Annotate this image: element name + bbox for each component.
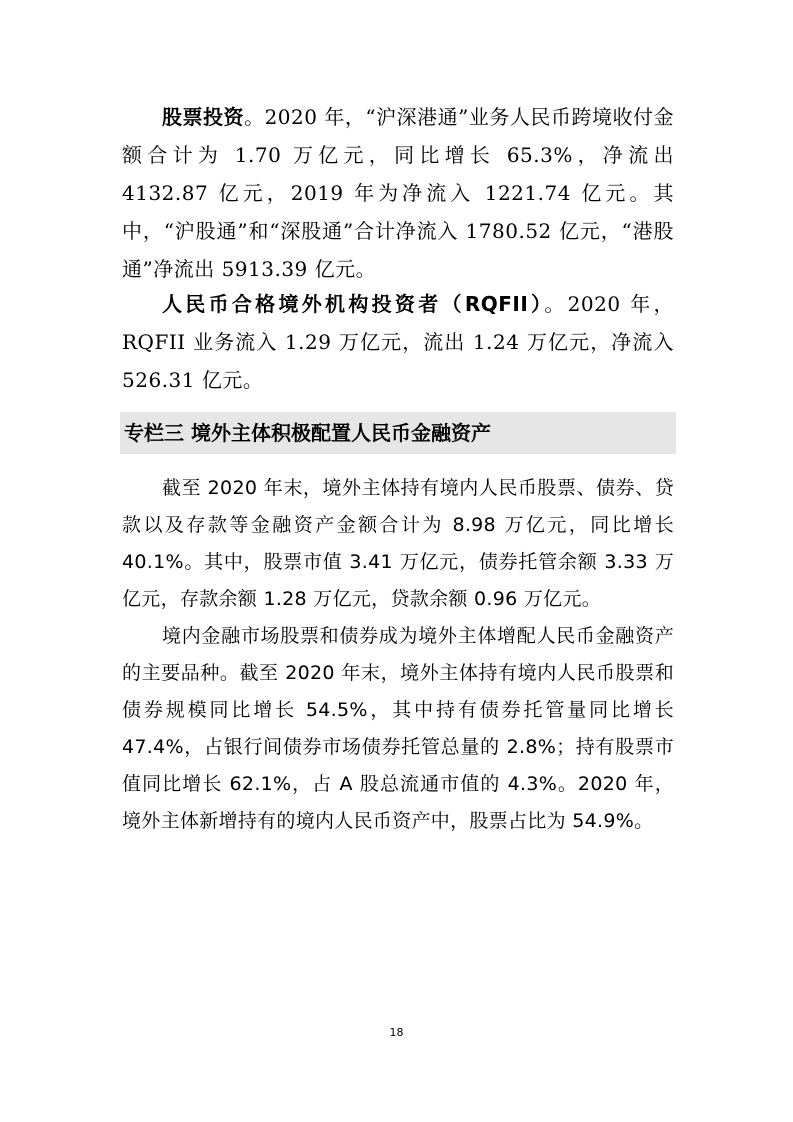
paragraph-body-equity: 。2020 年，“沪深港通”业务人民币跨境收付金额合计为 1.70 万亿元，同比增长 65.3%，净流出 4132.87 亿元，2019 年为净流入 1221.74 亿元。其中，“沪股通”和“深股通”合计净流入 1780.52 亿元，“港股通”净流出 5913.39 亿元。 xyxy=(122,105,674,281)
paragraph-lead-equity: 股票投资 xyxy=(162,105,245,129)
box-paragraph-1: 截至 2020 年末，境外主体持有境内人民币股票、债券、贷款以及存款等金融资产金额合计为 8.98 万亿元，同比增长 40.1%。其中，股票市值 3.41 万亿元，债券托管余额 3.33 万亿元，存款余额 1.28 万亿元，贷款余额 0.96 万亿元。 xyxy=(122,477,674,610)
page-number: 18 xyxy=(389,1026,404,1039)
box-paragraph-2: 境内金融市场股票和债券成为境外主体增配人民币金融资产的主要品种。截至 2020 年末，境外主体持有境内人民币股票和债券规模同比增长 54.5%，其中持有债券托管量同比增长 47.4%，占银行间债券市场债券托管总量的 2.8%；持有股票市值同比增长 62.1%，占 A 股总流通市值的 4.3%。2020 年，境外主体新增持有的境内人民币资产中，股票占比为 54.9%。 xyxy=(122,625,674,832)
paragraph-rqfii xyxy=(122,285,674,399)
box-heading: 专栏三 境外主体积极配置人民币金融资产 xyxy=(120,412,676,454)
paragraph-body-rqfii: 。2020 年，RQFII 业务流入 1.29 万亿元，流出 1.24 万亿元，净流入 526.31 亿元。 xyxy=(122,292,674,392)
paragraph-lead-rqfii: 人民币合格境外机构投资者（RQFII） xyxy=(162,292,545,316)
paragraph-equity-investment xyxy=(122,98,674,288)
